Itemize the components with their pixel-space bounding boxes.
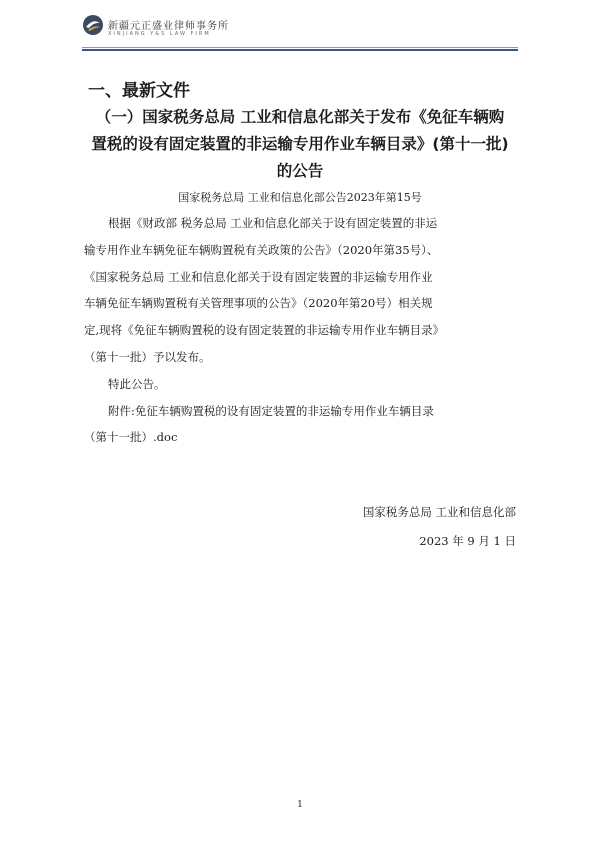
firm-logo-icon [82, 14, 104, 36]
title-line: 置税的设有固定装置的非运输专用作业车辆目录》(第十一批) [91, 135, 509, 153]
section-title: 一、最新文件 [88, 81, 190, 101]
signature-date: 2023 年 9 月 1 日 [419, 534, 516, 548]
signature-org: 国家税务总局 工业和信息化部 [362, 505, 516, 519]
body-line: 根据《财政部 税务总局 工业和信息化部关于设有固定装置的非运 [108, 216, 438, 230]
body-line: 定,现将《免征车辆购置税的设有固定装置的非运输专用作业车辆目录》 [84, 323, 445, 338]
body-line: 输专用作业车辆免征车辆购置税有关政策的公告》（2020年第35号）、 [84, 242, 439, 257]
document-title [84, 104, 516, 185]
body-line: 车辆免征车辆购置税有关管理事项的公告》（2020年第20号）相关规 [84, 296, 433, 311]
page-number: 1 [297, 800, 303, 810]
title-line: （一）国家税务总局 工业和信息化部关于发布《免征车辆购 [95, 108, 505, 126]
title-line: 的公告 [276, 162, 324, 180]
body-line: 《国家税务总局 工业和信息化部关于设有固定装置的非运输专用作业 [84, 269, 433, 284]
firm-name-en: XINJIANG Y&S LAW FIRM [108, 31, 211, 37]
document-body [84, 210, 516, 451]
document-number: 国家税务总局 工业和信息化部公告2023年第15号 [178, 191, 422, 204]
letterhead [82, 14, 518, 54]
header-rule [82, 47, 518, 52]
signature-block [363, 498, 516, 556]
attachment-link-cont[interactable]: （第十一批）.doc [84, 430, 178, 445]
body-line: （第十一批）予以发布。 [84, 349, 211, 364]
body-line: 特此公告。 [108, 376, 166, 391]
firm-name-cn: 新疆元正盛业律师事务所 [108, 21, 229, 32]
attachment-link[interactable]: 附件:免征车辆购置税的设有固定装置的非运输专用作业车辆目录 [108, 403, 434, 418]
